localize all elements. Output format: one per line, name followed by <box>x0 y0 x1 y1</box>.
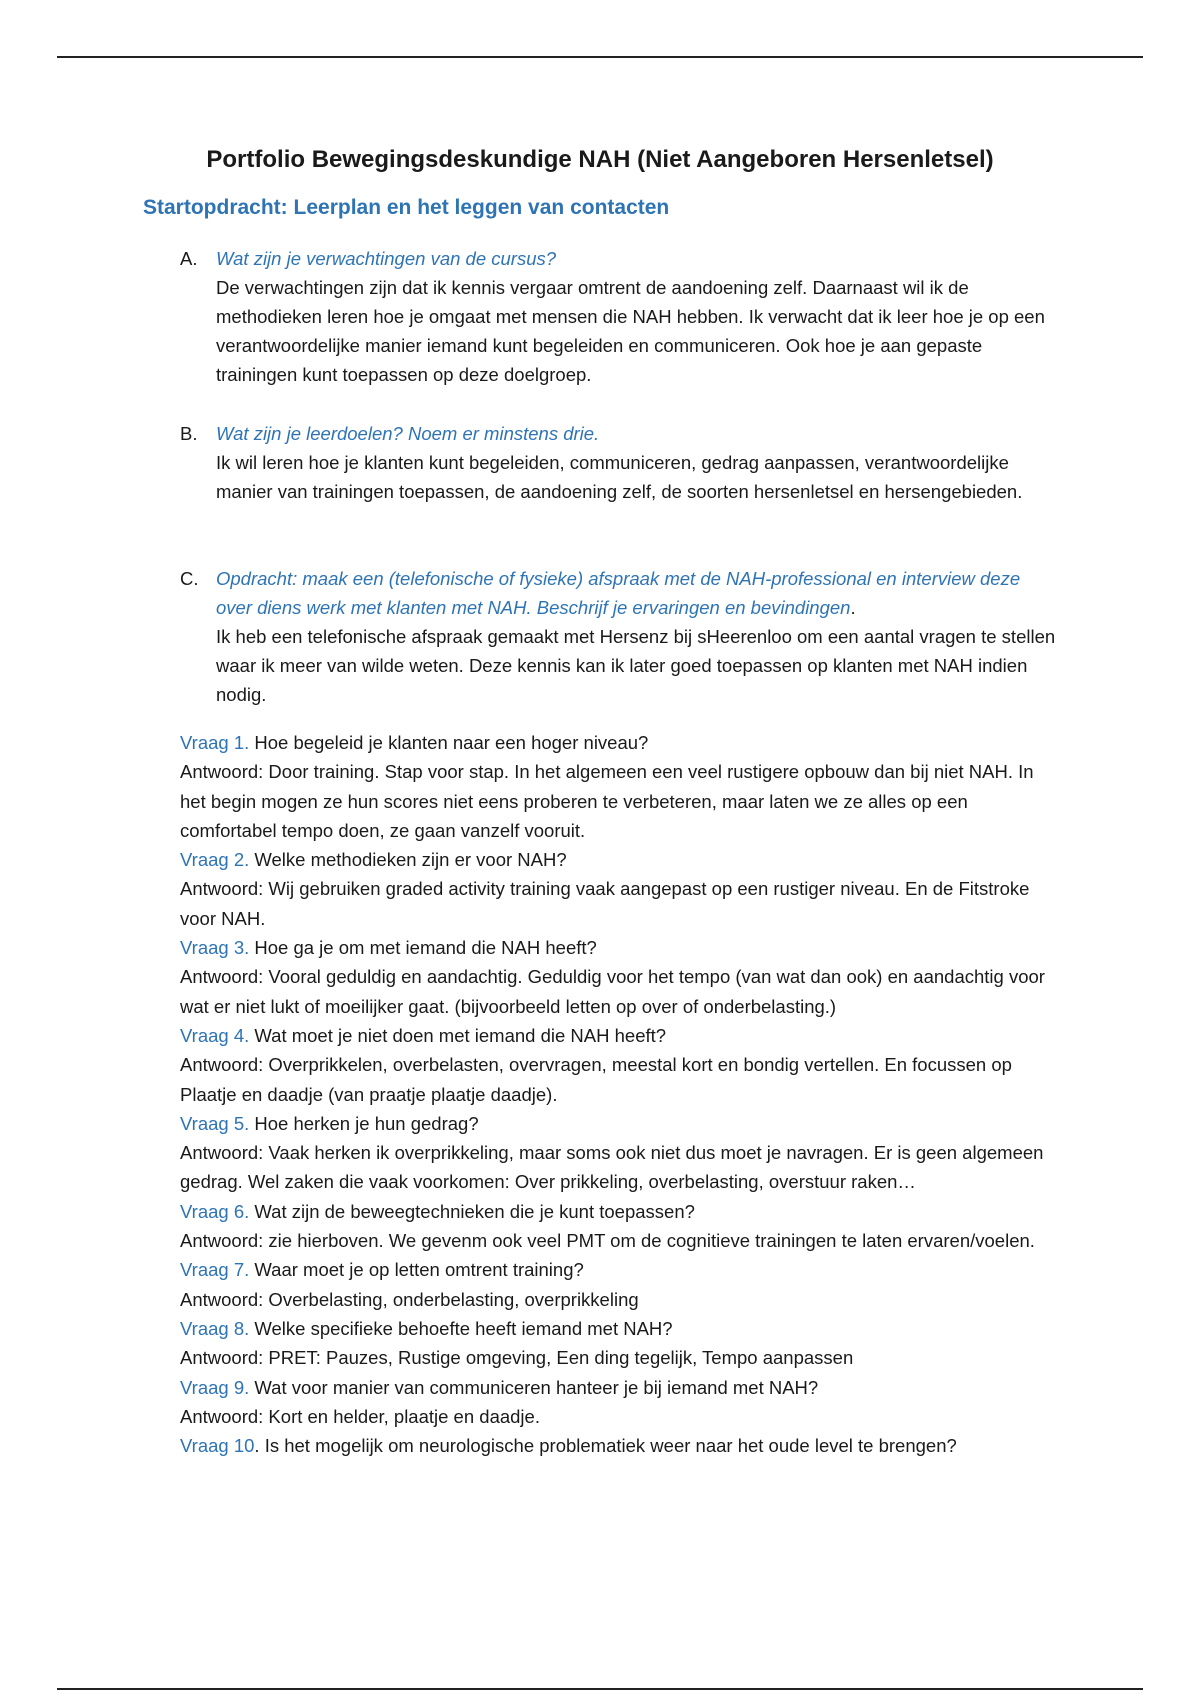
qa-question: Welke specifieke behoefte heeft iemand met NAH? <box>254 1317 673 1339</box>
qa-label: Vraag 10 <box>180 1435 255 1457</box>
qa-answer-6: Antwoord: zie hierboven. We gevenm ook veel PMT om de cognitieve trainingen te laten ervaren/voelen. <box>180 1230 1035 1252</box>
qa-answer-7: Antwoord: Overbelasting, onderbelasting, overprikkeling <box>180 1288 639 1310</box>
qa-question-9 <box>180 1373 1060 1402</box>
interview-qa-list <box>180 728 1060 1460</box>
qa-question-4 <box>180 1021 1060 1050</box>
qa-question-1 <box>180 728 1060 757</box>
list-marker: C. <box>180 568 199 589</box>
qa-answer-5: Antwoord: Vaak herken ik overprikkeling, maar soms ook niet dus moet je navragen. Er is geen algemeen gedrag. Wel zaken die vaak voorkomen: Over prikkeling, overbelasting, overstuur raken… <box>180 1142 1044 1193</box>
document-title: Portfolio Bewegingsdeskundige NAH (Niet Aangeboren Hersenletsel) <box>206 146 994 173</box>
qa-answer-8: Antwoord: PRET: Pauzes, Rustige omgeving, Een ding tegelijk, Tempo aanpassen <box>180 1347 854 1369</box>
qa-label: Vraag 7. <box>180 1259 250 1281</box>
qa-question: Hoe ga je om met iemand die NAH heeft? <box>254 937 597 959</box>
qa-question: Wat moet je niet doen met iemand die NAH heeft? <box>254 1024 667 1046</box>
qa-question: Hoe begeleid je klanten naar een hoger niveau? <box>254 732 649 753</box>
list-item-a <box>180 244 1060 389</box>
qa-label: Vraag 6. <box>180 1200 250 1222</box>
qa-question-5 <box>180 1109 1060 1138</box>
item-answer: Ik heb een telefonische afspraak gemaakt met Hersenz bij sHeerenloo om een aantal vragen te stellen waar ik meer van wilde weten. Deze kennis kan ik later goed toepassen op klanten met NAH indien nodig. <box>216 626 1056 705</box>
qa-question: Wat zijn de beweegtechnieken die je kunt toepassen? <box>254 1200 695 1222</box>
qa-answer-3: Antwoord: Vooral geduldig en aandachtig. Geduldig voor het tempo (van wat dan ook) en aandachtig voor wat er niet lukt of moeilijker gaat. (bijvoorbeeld letten op over of onderbelasting.) <box>180 966 1045 1017</box>
qa-label: Vraag 4. <box>180 1024 250 1046</box>
qa-label: Vraag 9. <box>180 1376 250 1398</box>
qa-question: Waar moet je op letten omtrent training? <box>254 1259 584 1281</box>
item-question-period: . <box>850 597 856 618</box>
qa-question-6 <box>180 1197 1060 1226</box>
qa-label: Vraag 8. <box>180 1317 250 1339</box>
qa-question-10 <box>180 1431 1060 1460</box>
item-question: Wat zijn je leerdoelen? Noem er minstens drie. <box>216 423 600 444</box>
qa-question: Welke methodieken zijn er voor NAH? <box>254 849 567 871</box>
footer-rule <box>57 1688 1143 1690</box>
qa-label: Vraag 1. <box>180 732 250 753</box>
qa-question-3 <box>180 933 1060 962</box>
qa-label: Vraag 2. <box>180 849 250 871</box>
qa-question-2 <box>180 845 1060 874</box>
qa-answer-2: Antwoord: Wij gebruiken graded activity training vaak aangepast op een rustiger niveau. En de Fitstroke voor NAH. <box>180 878 1030 929</box>
qa-question: Is het mogelijk om neurologische problematiek weer naar het oude level te brengen? <box>264 1435 957 1457</box>
list-marker: B. <box>180 423 198 444</box>
qa-label: Vraag 3. <box>180 937 250 959</box>
list-marker: A. <box>180 248 198 269</box>
qa-answer-4: Antwoord: Overprikkelen, overbelasten, overvragen, meestal kort en bondig vertellen. En focussen op Plaatje en daadje (van praatje plaatje daadje). <box>180 1054 1012 1105</box>
header-rule <box>57 56 1143 58</box>
qa-label: Vraag 5. <box>180 1112 250 1134</box>
item-answer: De verwachtingen zijn dat ik kennis vergaar omtrent de aandoening zelf. Daarnaast wil ik de methodieken leren hoe je omgaat met mensen die NAH hebben. Ik verwacht dat ik leer hoe je op een verantwoordelijke manier iemand kunt begeleiden en communiceren. Ook hoe je aan gepaste trainingen kunt toepassen op deze doelgroep. <box>216 277 1045 385</box>
item-answer: Ik wil leren hoe je klanten kunt begeleiden, communiceren, gedrag aanpassen, verantwoordelijke manier van trainingen toepassen, de aandoening zelf, de soorten hersenletsel en hersengebieden. <box>216 452 1023 502</box>
qa-question: Wat voor manier van communiceren hanteer je bij iemand met NAH? <box>254 1376 819 1398</box>
qa-answer-1: Antwoord: Door training. Stap voor stap. In het algemeen een veel rustigere opbouw dan bij niet NAH. In het begin mogen ze hun scores niet eens proberen te verbeteren, maar laten we ze alles op een comfortabel tempo doen, ze gaan vanzelf vooruit. <box>180 761 1034 841</box>
item-question: Opdracht: maak een (telefonische of fysieke) afspraak met de NAH-professional en interview deze over diens werk met klanten met NAH. Beschrijf je ervaringen en bevindingen <box>216 568 1021 618</box>
list-item-b <box>180 419 1060 506</box>
section-heading: Startopdracht: Leerplan en het leggen van contacten <box>143 196 670 219</box>
item-question: Wat zijn je verwachtingen van de cursus? <box>216 248 557 269</box>
list-item-c <box>180 564 1060 709</box>
qa-answer-9: Antwoord: Kort en helder, plaatje en daadje. <box>180 1405 540 1427</box>
qa-question-8 <box>180 1314 1060 1343</box>
qa-question: Hoe herken je hun gedrag? <box>254 1112 479 1134</box>
qa-question-7 <box>180 1255 1060 1284</box>
qa-label-period: . <box>254 1435 260 1457</box>
